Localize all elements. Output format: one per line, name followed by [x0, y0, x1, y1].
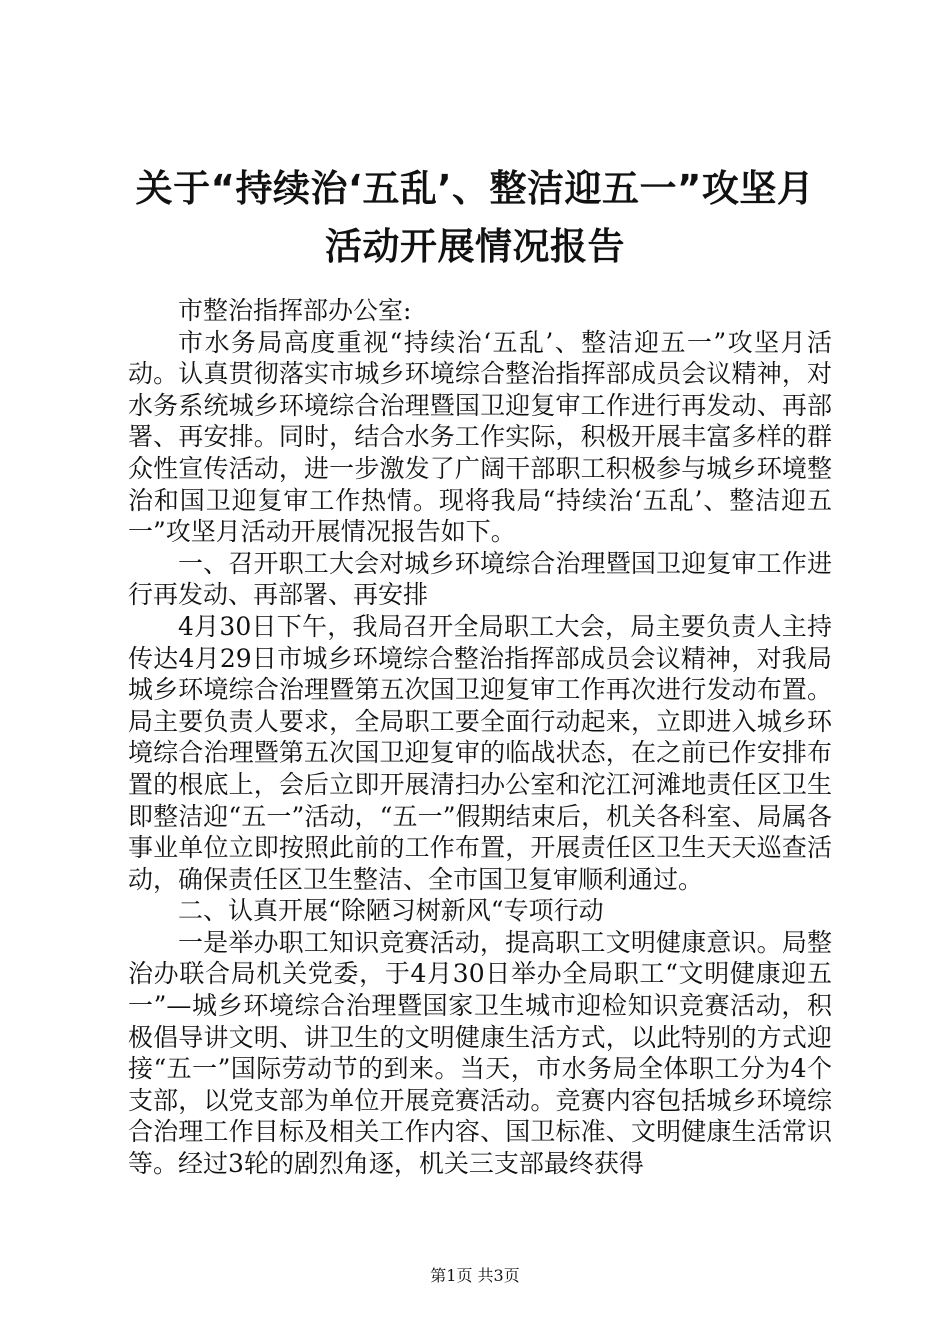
salutation: 市整治指挥部办公室: [178, 296, 412, 325]
title-line-1: 关于“持续治‘五乱’、整洁迎五一”攻坚月 [135, 167, 815, 210]
section-2-paragraph: 一是举办职工知识竞赛活动，提高职工文明健康意识。局整治办联合局机关党委，于4月30日举办全局职工“文明健康迎五一”—城乡环境综合治理暨国家卫生城市迎检知识竞赛活动，积极倡导讲文明、讲卫生的文明健康生活方式，以此特别的方式迎接“五一”国际劳动节的到来。当天，市水务局全体职工分为4个支部，以党支部为单位开展竞赛活动。竞赛内容包括城乡环境综合治理工作目标及相关工作内容、国卫标准、文明健康生活常识等。经过3轮的剧烈角逐，机关三支部最终获得 [128, 927, 832, 1179]
section-1-paragraph: 4月30日下午，我局召开全局职工大会，局主要负责人主持传达4月29日市城乡环境综合整治指挥部成员会议精神，对我局城乡环境综合治理暨第五次国卫迎复审工作再次进行发动布置。局主要负责人要求，全局职工要全面行动起来，立即进入城乡环境综合治理暨第五次国卫迎复审的临战状态，在之前已作安排布置的根底上，会后立即开展清扫办公室和沱江河滩地责任区卫生即整洁迎“五一”活动，“五一”假期结束后，机关各科室、局属各事业单位立即按照此前的工作布置，开展责任区卫生天天巡查活动，确保责任区卫生整洁、全市国卫复审顺利通过。 [128, 611, 832, 894]
title-line-2: 活动开展情况报告 [325, 225, 625, 268]
page-footer: 第1页 共3页 [430, 1266, 520, 1285]
section-heading-1: 一、召开职工大会对城乡环境综合治理暨国卫迎复审工作进行再发动、再部署、再安排 [128, 548, 832, 610]
document-title [100, 160, 850, 276]
intro-paragraph: 市水务局高度重视“持续治‘五乱’、整洁迎五一”攻坚月活动。认真贯彻落实市城乡环境综合整治指挥部成员会议精神，对水务系统城乡环境综合治理暨国卫迎复审工作进行再发动、再部署、再安排。同时，结合水务工作实际，积极开展丰富多样的群众性宣传活动，进一步激发了广阔干部职工积极参与城乡环境整治和国卫迎复审工作热情。现将我局“持续治‘五乱’、整洁迎五一”攻坚月活动开展情况报告如下。 [128, 327, 832, 547]
section-heading-2: 二、认真开展“除陋习树新风“专项行动 [178, 896, 604, 926]
document-body [128, 295, 832, 1180]
